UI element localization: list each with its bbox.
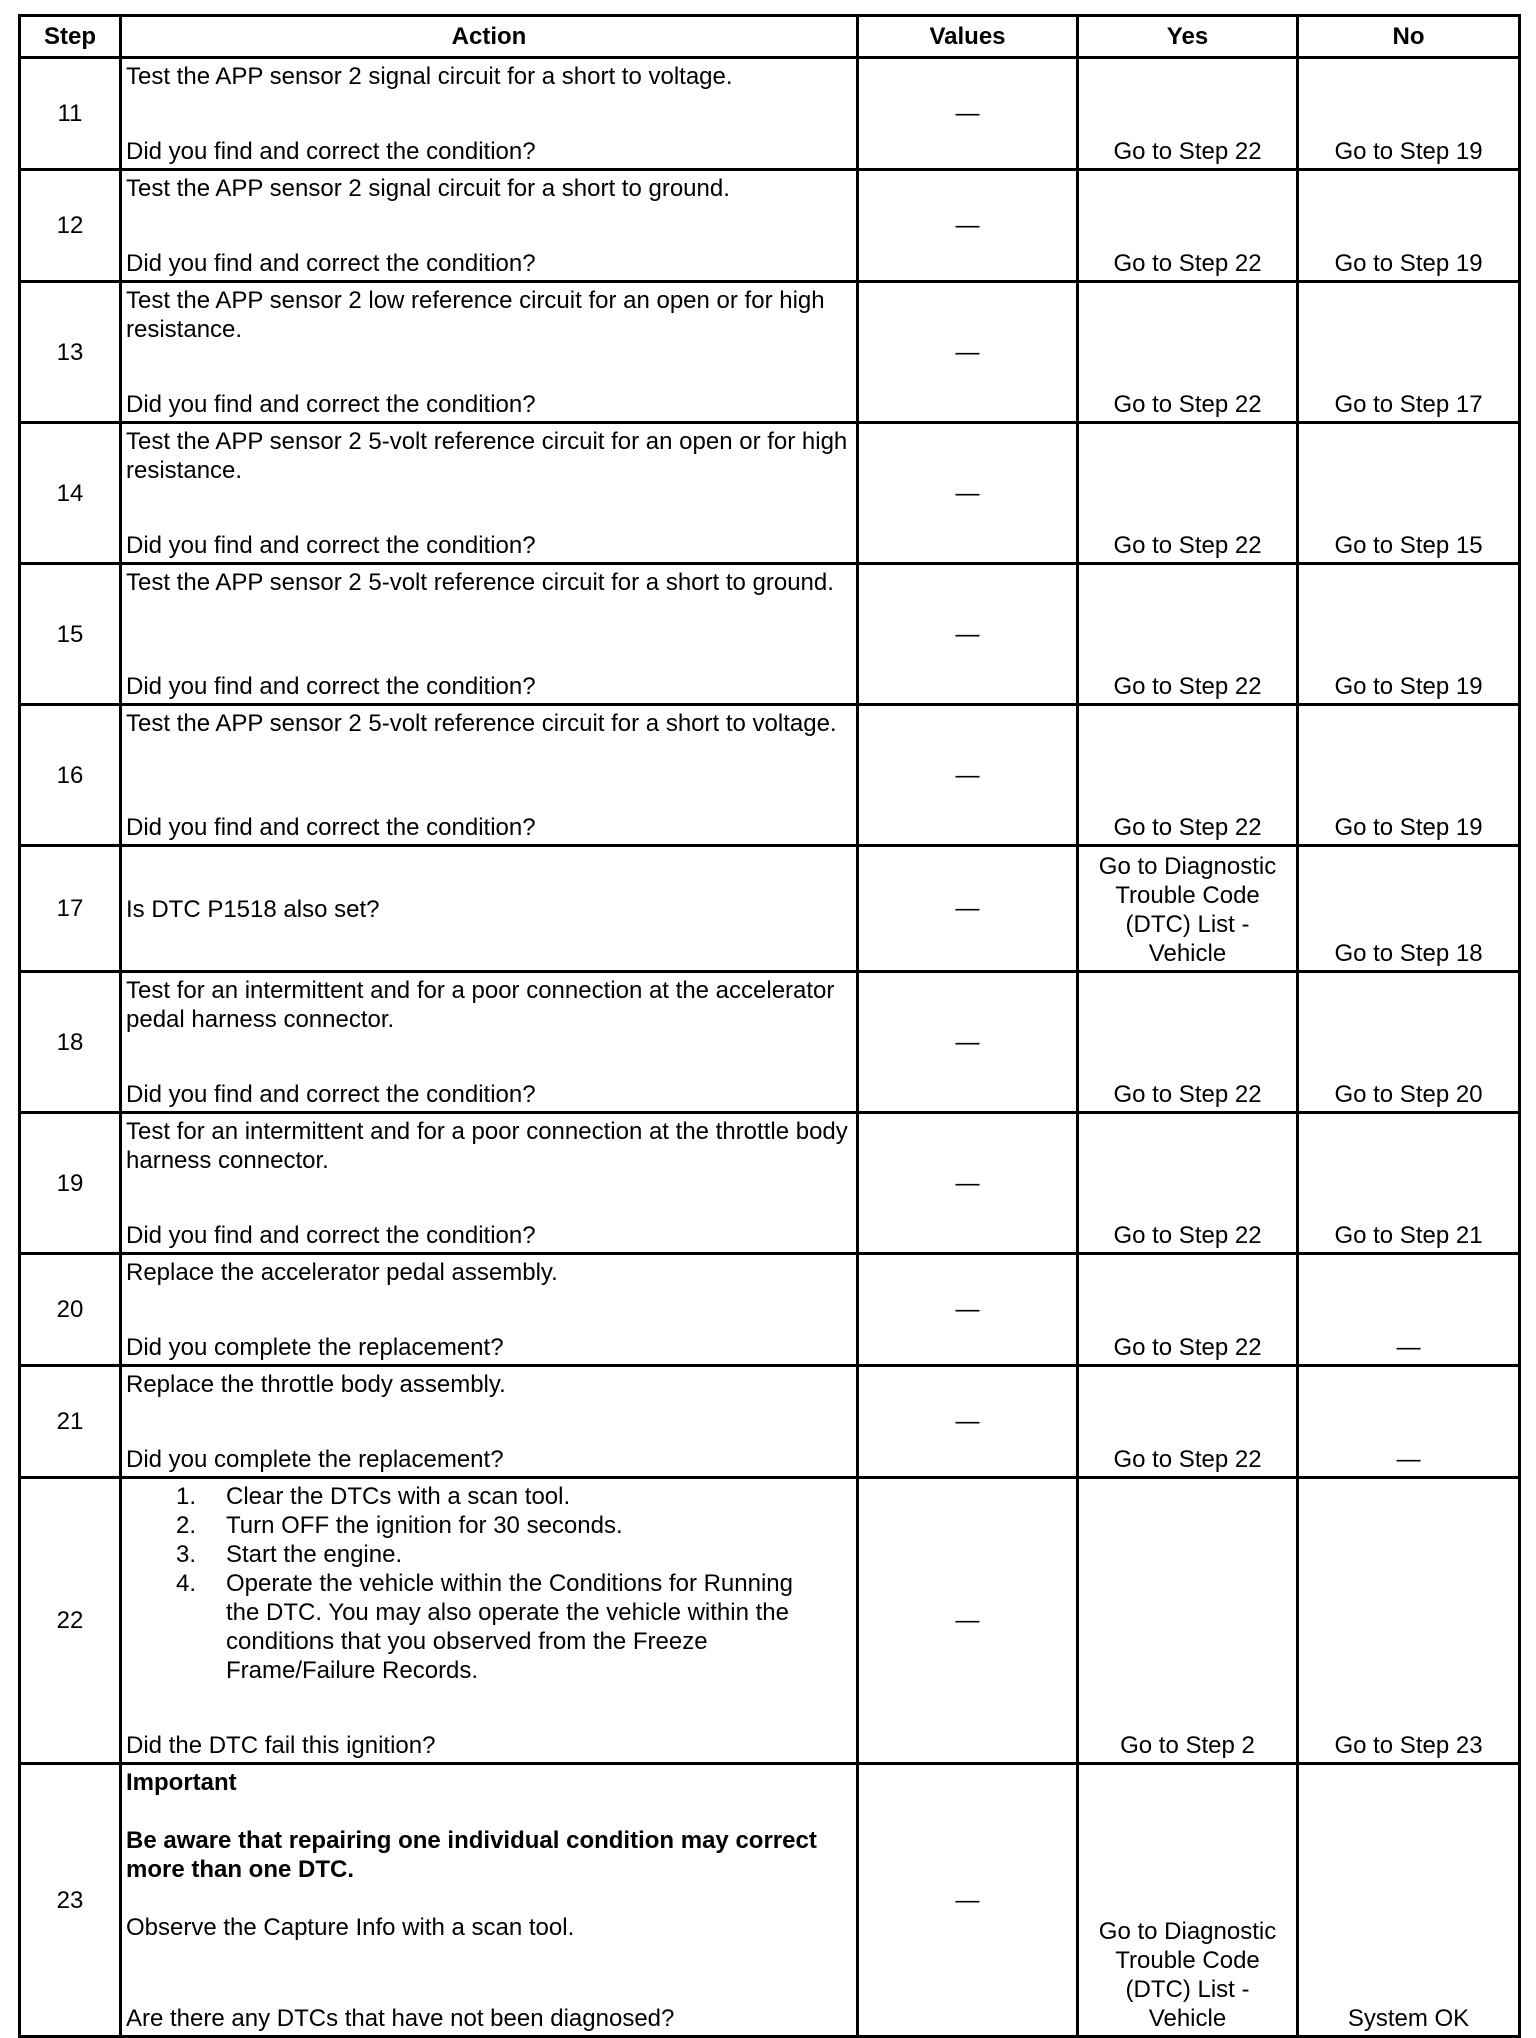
yes-link[interactable]: Go to Step 22	[1078, 1113, 1298, 1254]
no-link[interactable]: Go to Step 19	[1298, 58, 1520, 170]
important-note	[126, 1768, 852, 1942]
values-cell: —	[858, 1764, 1078, 2037]
table-row	[20, 705, 1520, 846]
step-number: 13	[20, 282, 121, 423]
substep-text: Turn OFF the ignition for 30 seconds.	[226, 1512, 623, 1539]
action-cell	[121, 170, 858, 282]
action-cell	[121, 1254, 858, 1366]
table-row	[20, 564, 1520, 705]
action-question: Are there any DTCs that have not been diagnosed?	[126, 2005, 675, 2032]
values-cell: —	[858, 1113, 1078, 1254]
yes-link[interactable]: Go to Step 22	[1078, 1254, 1298, 1366]
values-cell: —	[858, 170, 1078, 282]
step-number: 11	[20, 58, 121, 170]
step-number: 14	[20, 423, 121, 564]
table-row	[20, 1764, 1520, 2037]
action-cell	[121, 705, 858, 846]
values-cell: —	[858, 972, 1078, 1113]
yes-link[interactable]: Go to Step 22	[1078, 423, 1298, 564]
table-row	[20, 170, 1520, 282]
no-link[interactable]: Go to Step 19	[1298, 564, 1520, 705]
yes-link[interactable]: Go to Step 22	[1078, 282, 1298, 423]
action-text: Test the APP sensor 2 5-volt reference circuit for an open or for high resistance.	[126, 428, 848, 484]
substep-number: 3.	[176, 1541, 197, 1568]
step-number: 16	[20, 705, 121, 846]
action-text: Observe the Capture Info with a scan tool.	[126, 1914, 575, 1941]
table-row	[20, 58, 1520, 170]
action-cell	[121, 1764, 858, 2037]
no-link[interactable]: Go to Step 19	[1298, 705, 1520, 846]
substep-item	[126, 1482, 852, 1511]
action-question: Did the DTC fail this ignition?	[126, 1732, 436, 1759]
action-cell	[121, 1366, 858, 1478]
action-text: Replace the throttle body assembly.	[126, 1371, 506, 1398]
substep-item	[126, 1511, 852, 1540]
table-row	[20, 282, 1520, 423]
step-number: 20	[20, 1254, 121, 1366]
substep-text: Operate the vehicle within the Conditions for Running the DTC. You may also operate the vehicle within the conditions that you observed from the Freeze Frame/Failure Records.	[226, 1570, 793, 1684]
diagnostic-table	[18, 14, 1521, 2038]
substep-text: Start the engine.	[226, 1541, 403, 1568]
no-link[interactable]: Go to Step 21	[1298, 1113, 1520, 1254]
yes-link[interactable]: Go to Step 22	[1078, 705, 1298, 846]
action-text: Is DTC P1518 also set?	[121, 846, 858, 972]
action-text: Test the APP sensor 2 5-volt reference circuit for a short to voltage.	[126, 710, 837, 737]
action-question: Did you complete the replacement?	[126, 1446, 504, 1473]
no-link[interactable]: Go to Step 17	[1298, 282, 1520, 423]
no-link[interactable]: Go to Step 19	[1298, 170, 1520, 282]
no-link[interactable]: Go to Step 15	[1298, 423, 1520, 564]
important-text: Be aware that repairing one individual condition may correct more than one DTC.	[126, 1827, 817, 1883]
header-no: No	[1298, 16, 1520, 58]
action-question: Did you find and correct the condition?	[126, 1222, 536, 1249]
action-question: Did you find and correct the condition?	[126, 673, 536, 700]
table-row	[20, 972, 1520, 1113]
table-row	[20, 1113, 1520, 1254]
action-cell	[121, 58, 858, 170]
yes-link[interactable]: Go to Diagnostic Trouble Code (DTC) List - Vehicle	[1078, 846, 1298, 972]
action-question: Did you find and correct the condition?	[126, 391, 536, 418]
yes-link[interactable]: Go to Step 22	[1078, 1366, 1298, 1478]
substep-number: 4.	[176, 1570, 197, 1597]
action-cell	[121, 972, 858, 1113]
action-text: Test the APP sensor 2 5-volt reference circuit for a short to ground.	[126, 569, 834, 596]
step-number: 17	[20, 846, 121, 972]
table-row	[20, 846, 1520, 972]
action-cell	[121, 564, 858, 705]
action-text: Test the APP sensor 2 signal circuit for a short to ground.	[126, 175, 730, 202]
action-question: Did you complete the replacement?	[126, 1334, 504, 1361]
values-cell: —	[858, 1254, 1078, 1366]
header-row	[20, 16, 1520, 58]
action-cell	[121, 1113, 858, 1254]
no-link[interactable]: Go to Step 20	[1298, 972, 1520, 1113]
important-title: Important	[126, 1769, 237, 1796]
substep-list	[126, 1482, 852, 1685]
no-link[interactable]: Go to Step 23	[1298, 1478, 1520, 1764]
header-step: Step	[20, 16, 121, 58]
step-number: 12	[20, 170, 121, 282]
step-number: 15	[20, 564, 121, 705]
action-text: Test the APP sensor 2 low reference circuit for an open or for high resistance.	[126, 287, 825, 343]
values-cell: —	[858, 846, 1078, 972]
action-text: Test the APP sensor 2 signal circuit for a short to voltage.	[126, 63, 733, 90]
header-action: Action	[121, 16, 858, 58]
table-row	[20, 423, 1520, 564]
action-question: Did you find and correct the condition?	[126, 532, 536, 559]
action-cell	[121, 1478, 858, 1764]
yes-link[interactable]: Go to Diagnostic Trouble Code (DTC) List - Vehicle	[1078, 1764, 1298, 2037]
header-values: Values	[858, 16, 1078, 58]
substep-item	[126, 1569, 852, 1685]
no-cell: System OK	[1298, 1764, 1520, 2037]
yes-link[interactable]: Go to Step 22	[1078, 170, 1298, 282]
step-number: 22	[20, 1478, 121, 1764]
step-number: 23	[20, 1764, 121, 2037]
action-text: Replace the accelerator pedal assembly.	[126, 1259, 558, 1286]
no-link[interactable]: Go to Step 18	[1298, 846, 1520, 972]
no-cell: —	[1298, 1366, 1520, 1478]
no-cell: —	[1298, 1254, 1520, 1366]
substep-number: 2.	[176, 1512, 197, 1539]
substep-number: 1.	[176, 1483, 197, 1510]
step-number: 18	[20, 972, 121, 1113]
values-cell: —	[858, 1366, 1078, 1478]
values-cell: —	[858, 564, 1078, 705]
header-yes: Yes	[1078, 16, 1298, 58]
yes-link[interactable]: Go to Step 22	[1078, 564, 1298, 705]
action-cell	[121, 282, 858, 423]
action-question: Did you find and correct the condition?	[126, 814, 536, 841]
action-question: Did you find and correct the condition?	[126, 250, 536, 277]
substep-item	[126, 1540, 852, 1569]
values-cell: —	[858, 423, 1078, 564]
yes-link[interactable]: Go to Step 22	[1078, 58, 1298, 170]
yes-link[interactable]: Go to Step 2	[1078, 1478, 1298, 1764]
step-number: 21	[20, 1366, 121, 1478]
action-text: Test for an intermittent and for a poor connection at the accelerator pedal harness connector.	[126, 977, 835, 1033]
substep-text: Clear the DTCs with a scan tool.	[226, 1483, 571, 1510]
yes-link[interactable]: Go to Step 22	[1078, 972, 1298, 1113]
action-question: Did you find and correct the condition?	[126, 1081, 536, 1108]
table-row	[20, 1478, 1520, 1764]
action-text: Test for an intermittent and for a poor connection at the throttle body harness connector.	[126, 1118, 848, 1174]
values-cell: —	[858, 282, 1078, 423]
step-number: 19	[20, 1113, 121, 1254]
values-cell: —	[858, 1478, 1078, 1764]
values-cell: —	[858, 705, 1078, 846]
table-row	[20, 1254, 1520, 1366]
table-row	[20, 1366, 1520, 1478]
values-cell: —	[858, 58, 1078, 170]
action-cell	[121, 423, 858, 564]
action-question: Did you find and correct the condition?	[126, 138, 536, 165]
